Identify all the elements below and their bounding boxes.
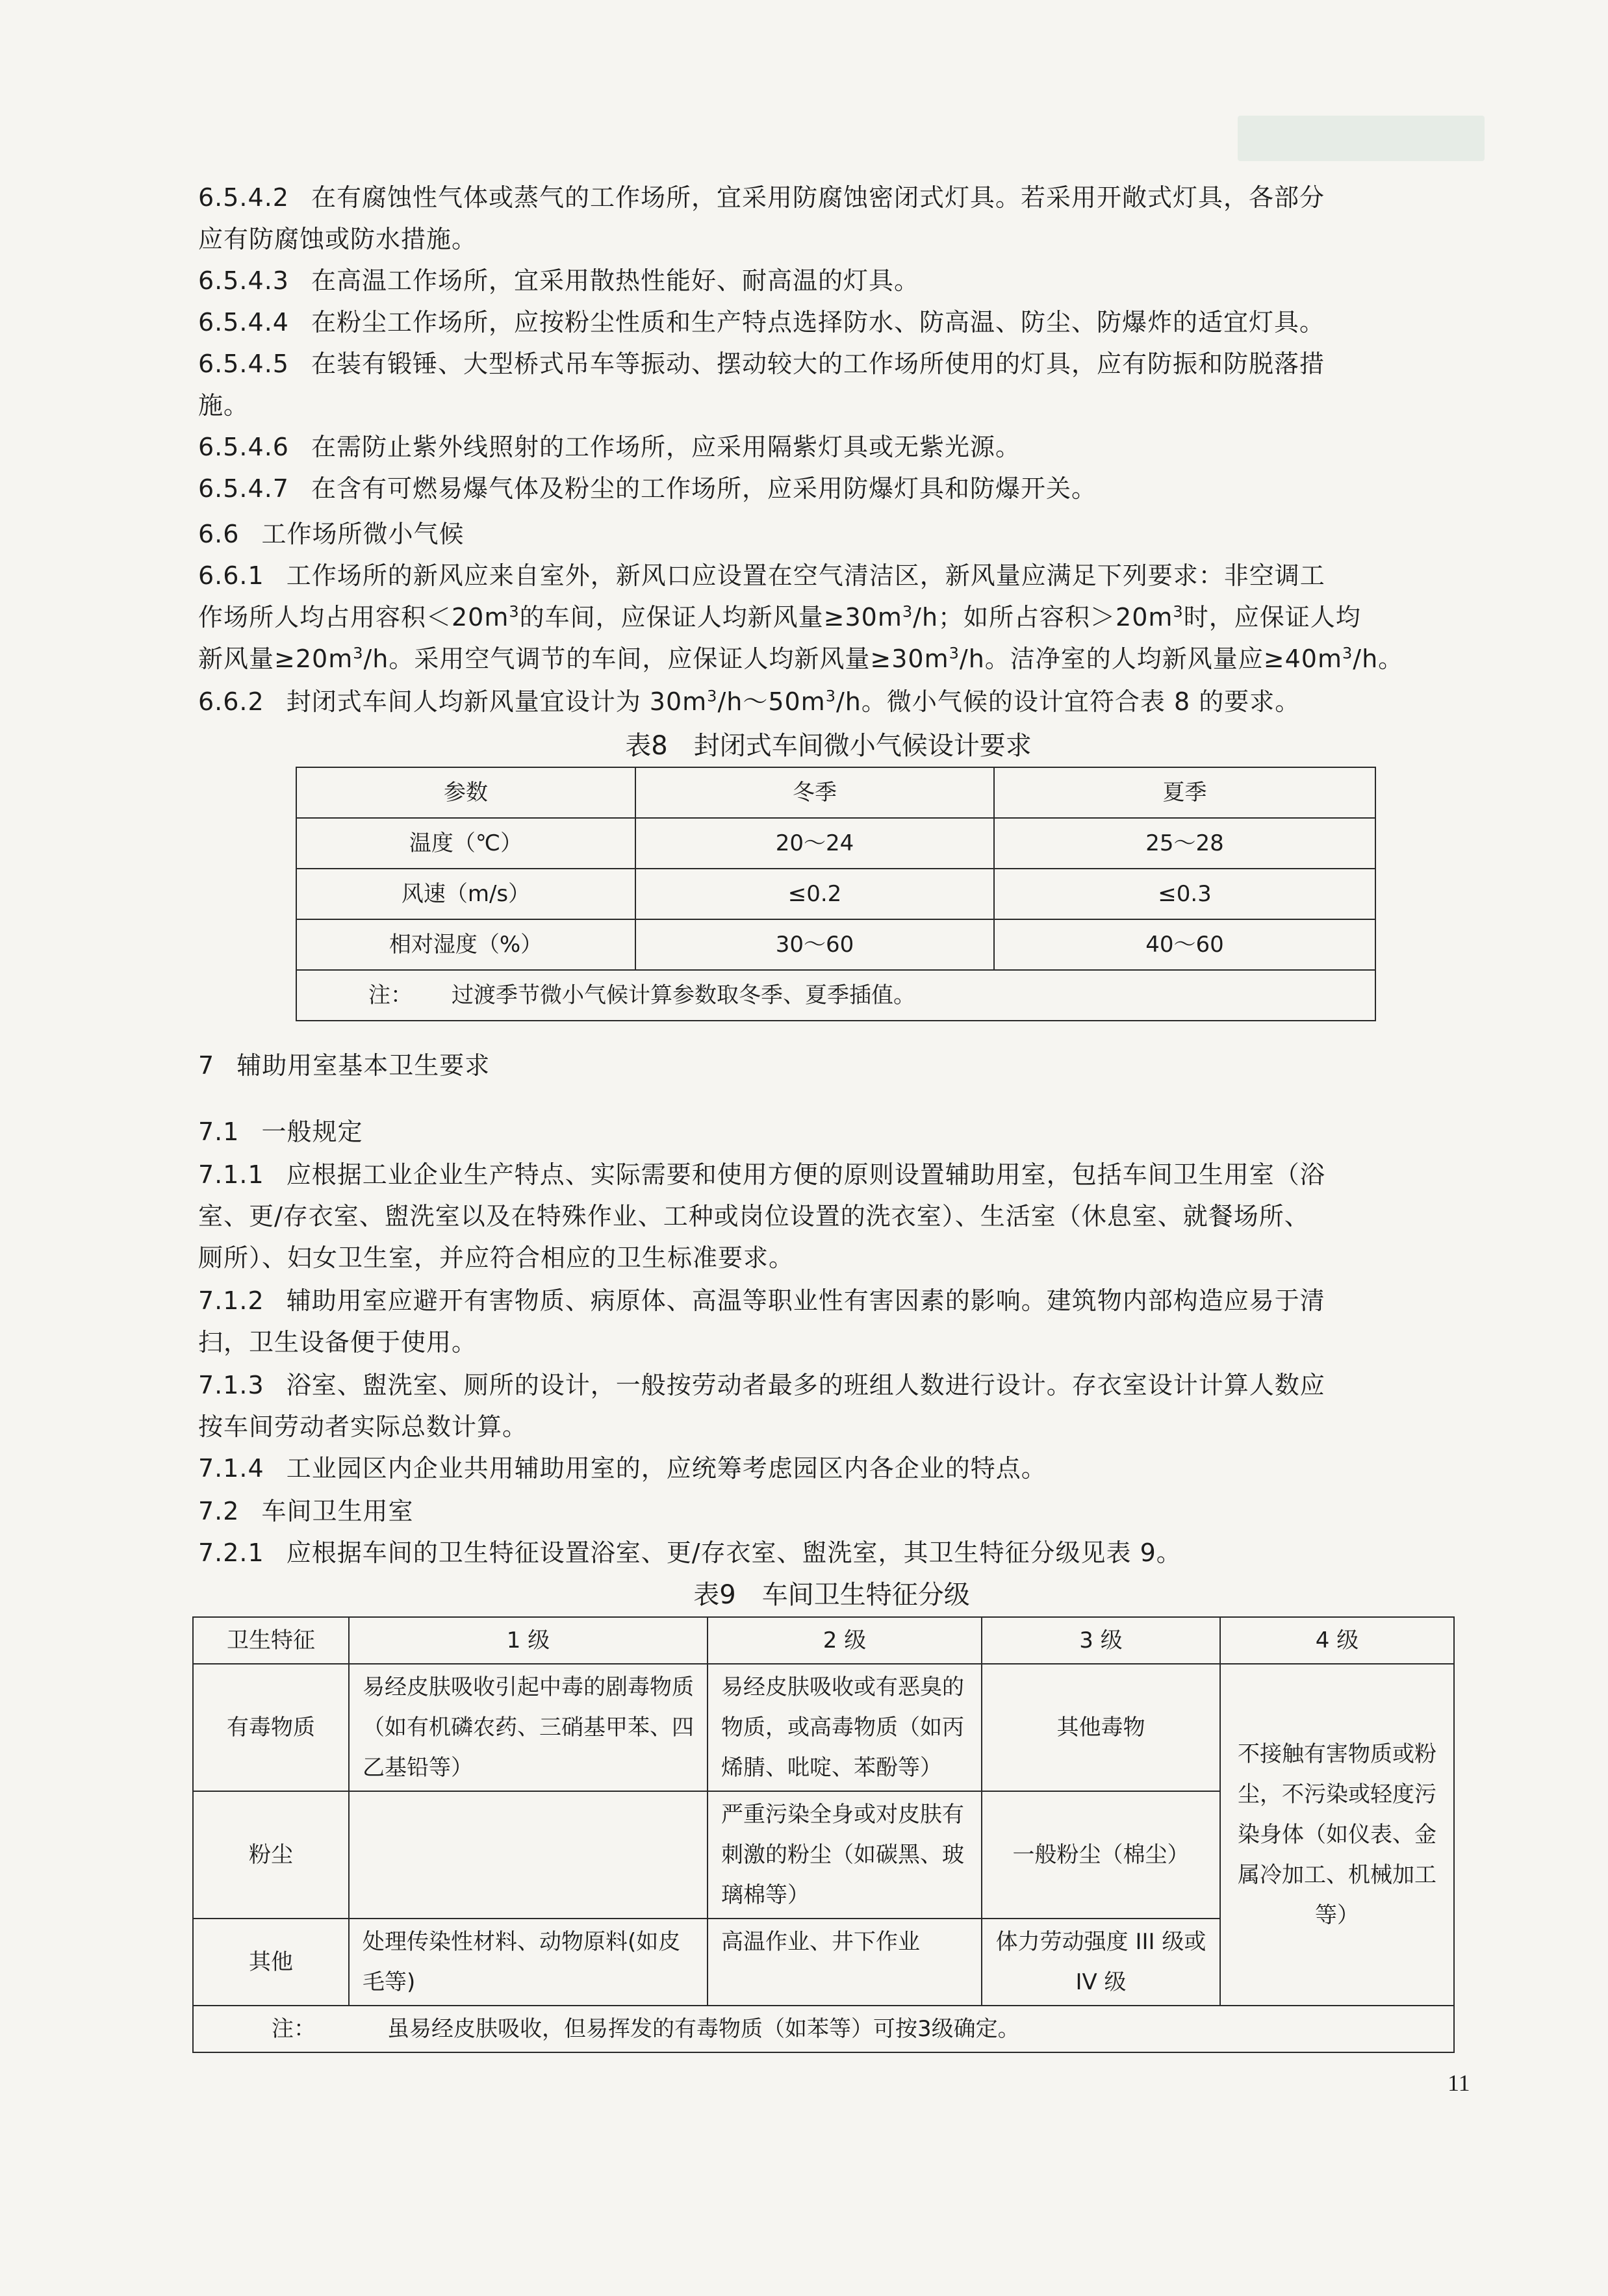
table-9 xyxy=(192,1616,1455,2053)
table-cell: 严重污染全身或对皮肤有刺激的粉尘（如碳黑、玻璃棉等） xyxy=(708,1791,982,1919)
page-corner-tab xyxy=(1238,116,1485,161)
table-cell: 40～60 xyxy=(994,919,1375,970)
clause-text: 工作场所的新风应来自室外，新风口应设置在空气清洁区，新风量应满足下列要求：非空调工 xyxy=(286,561,1325,590)
para-7-1-4 xyxy=(198,1448,1472,1489)
clause-text: 在高温工作场所，宜采用散热性能好、耐高温的灯具。 xyxy=(311,266,919,295)
clause-number: 7.1.2 xyxy=(198,1286,264,1315)
table-note-row xyxy=(296,970,1375,1021)
heading-7 xyxy=(198,1045,1472,1086)
text-run: 封闭式车间人均新风量宜设计为 30m xyxy=(286,687,708,716)
section-title: 辅助用室基本卫生要求 xyxy=(236,1051,491,1080)
para-6-5-4-4 xyxy=(198,301,1472,343)
header-cell: 1 级 xyxy=(349,1617,708,1664)
row-label: 有毒物质 xyxy=(193,1664,349,1791)
note-text: 虽易经皮肤吸收，但易挥发的有毒物质（如苯等）可按3级确定。 xyxy=(387,2016,1020,2042)
table-cell: 易经皮肤吸收或有恶臭的物质，或高毒物质（如丙烯腈、吡啶、苯酚等） xyxy=(708,1664,982,1791)
clause-text-cont: 应有防腐蚀或防水措施。 xyxy=(198,225,478,253)
clause-number: 6.6.2 xyxy=(198,687,264,716)
table-cell-level4: 不接触有害物质或粉尘，不污染或轻度污染身体（如仪表、金属冷加工、机械加工等） xyxy=(1220,1664,1454,2006)
table9-caption: 表9 车间卫生特征分级 xyxy=(693,1580,970,1610)
superscript: 3 xyxy=(825,687,836,706)
text-run: /h。洁净室的人均新风量应≥40m xyxy=(959,644,1342,673)
table-header-row xyxy=(193,1617,1454,1664)
header-cell: 参数 xyxy=(296,767,635,818)
table-row xyxy=(296,869,1375,919)
table-row xyxy=(193,1664,1454,1791)
table-cell: 其他毒物 xyxy=(982,1664,1220,1791)
text-run: 时，应保证人均 xyxy=(1183,603,1361,631)
clause-number: 6.5.4.6 xyxy=(198,433,289,461)
para-6-5-4-2 xyxy=(198,177,1472,260)
table8-caption: 表8 封闭式车间微小气候设计要求 xyxy=(625,731,1032,761)
section-number: 6.6 xyxy=(198,520,240,548)
heading-7-2 xyxy=(198,1490,1472,1532)
row-label: 其他 xyxy=(193,1919,349,2006)
table-cell: 30～60 xyxy=(635,919,994,970)
para-6-5-4-7 xyxy=(198,468,1472,509)
text-run: 应根据车间的卫生特征设置浴室、更/存衣室、盥洗室，其卫生特征分级见表 9。 xyxy=(286,1538,1182,1567)
text-run: 按车间劳动者实际总数计算。 xyxy=(198,1412,528,1441)
clause-number: 6.5.4.5 xyxy=(198,350,289,378)
row-label: 温度（℃） xyxy=(296,818,635,869)
header-cell: 4 级 xyxy=(1220,1617,1454,1664)
clause-number: 6.5.4.3 xyxy=(198,266,289,295)
header-cell: 卫生特征 xyxy=(193,1617,349,1664)
clause-number: 6.6.1 xyxy=(198,561,264,590)
superscript: 3 xyxy=(1342,644,1353,663)
section-number: 7.1 xyxy=(198,1117,240,1146)
text-run: 扫，卫生设备便于使用。 xyxy=(198,1328,478,1357)
table-note xyxy=(296,970,1375,1021)
clause-number: 7.1.3 xyxy=(198,1371,264,1399)
heading-6-6 xyxy=(198,513,1472,555)
text-run: /h～50m xyxy=(717,687,826,716)
text-run: 浴室、盥洗室、厕所的设计，一般按劳动者最多的班组人数进行设计。存衣室设计计算人数应 xyxy=(286,1371,1325,1399)
para-6-5-4-3 xyxy=(198,260,1472,301)
text-run: /h。采用空气调节的车间，应保证人均新风量≥30m xyxy=(363,644,949,673)
header-cell: 2 级 xyxy=(708,1617,982,1664)
superscript: 3 xyxy=(509,602,520,621)
table-cell: ≤0.2 xyxy=(635,869,994,919)
table-cell: 一般粉尘（棉尘） xyxy=(982,1791,1220,1919)
table-cell: 25～28 xyxy=(994,818,1375,869)
table-row xyxy=(296,919,1375,970)
clause-number: 6.5.4.2 xyxy=(198,183,289,212)
note-label: 注： xyxy=(272,2016,316,2042)
table-cell: 易经皮肤吸收引起中毒的剧毒物质（如有机磷农药、三硝基甲苯、四乙基铅等） xyxy=(349,1664,708,1791)
text-run: 辅助用室应避开有害物质、病原体、高温等职业性有害因素的影响。建筑物内部构造应易于清 xyxy=(286,1286,1325,1315)
table-cell: 高温作业、井下作业 xyxy=(708,1919,982,2006)
text-run: /h。 xyxy=(1353,644,1404,673)
clause-number: 6.5.4.7 xyxy=(198,474,289,503)
heading-7-1 xyxy=(198,1111,1472,1153)
text-run: 新风量≥20m xyxy=(198,644,353,673)
note-text: 过渡季节微小气候计算参数取冬季、夏季插值。 xyxy=(452,982,915,1008)
text-run: 作场所人均占用容积＜20m xyxy=(198,603,509,631)
table-cell: 处理传染性材料、动物原料(如皮毛等) xyxy=(349,1919,708,2006)
section-title: 工作场所微小气候 xyxy=(261,520,465,548)
row-label: 相对湿度（%） xyxy=(296,919,635,970)
superscript: 3 xyxy=(949,644,960,663)
table-8 xyxy=(296,767,1376,1021)
superscript: 3 xyxy=(707,687,718,706)
table-cell: 20～24 xyxy=(635,818,994,869)
clause-text-cont: 施。 xyxy=(198,391,249,420)
text-run: 厕所）、妇女卫生室，并应符合相应的卫生标准要求。 xyxy=(198,1244,795,1272)
superscript: 3 xyxy=(353,644,364,663)
superscript: 3 xyxy=(902,602,913,621)
table-cell xyxy=(349,1791,708,1919)
text-run: 应根据工业企业生产特点、实际需要和使用方便的原则设置辅助用室，包括车间卫生用室（浴 xyxy=(286,1160,1325,1189)
para-6-6-1 xyxy=(198,555,1472,680)
para-6-5-4-6 xyxy=(198,426,1472,468)
clause-number: 6.5.4.4 xyxy=(198,308,289,337)
table-cell: 体力劳动强度 III 级或 IV 级 xyxy=(982,1919,1220,2006)
section-title: 一般规定 xyxy=(261,1117,363,1146)
table-row xyxy=(296,818,1375,869)
text-run: 工业园区内企业共用辅助用室的，应统筹考虑园区内各企业的特点。 xyxy=(286,1454,1047,1483)
page-number: 11 xyxy=(1448,2070,1470,2096)
para-7-1-3 xyxy=(198,1364,1472,1448)
header-cell: 3 级 xyxy=(982,1617,1220,1664)
text-run: /h。微小气候的设计宜符合表 8 的要求。 xyxy=(836,687,1301,716)
para-7-1-2 xyxy=(198,1280,1472,1363)
text-run: /h；如所占容积＞20m xyxy=(913,603,1173,631)
header-cell: 冬季 xyxy=(635,767,994,818)
clause-number: 7.2.1 xyxy=(198,1538,264,1567)
row-label: 粉尘 xyxy=(193,1791,349,1919)
para-6-5-4-5 xyxy=(198,343,1472,426)
clause-text: 在装有锻锤、大型桥式吊车等振动、摆动较大的工作场所使用的灯具，应有防振和防脱落措 xyxy=(311,350,1325,378)
clause-text: 在需防止紫外线照射的工作场所，应采用隔紫灯具或无紫光源。 xyxy=(311,433,1021,461)
row-label: 风速（m/s） xyxy=(296,869,635,919)
header-cell: 夏季 xyxy=(994,767,1375,818)
para-7-1-1 xyxy=(198,1154,1472,1279)
superscript: 3 xyxy=(1173,602,1184,621)
para-7-2-1 xyxy=(198,1532,1472,1574)
note-label: 注： xyxy=(368,982,413,1008)
clause-text: 在含有可燃易爆气体及粉尘的工作场所，应采用防爆灯具和防爆开关。 xyxy=(311,474,1097,503)
clause-number: 7.1.1 xyxy=(198,1160,264,1189)
section-number: 7 xyxy=(198,1051,215,1080)
table-note xyxy=(193,2006,1454,2052)
table-note-row xyxy=(193,2006,1454,2052)
text-run: 的车间，应保证人均新风量≥30m xyxy=(519,603,902,631)
table-cell: ≤0.3 xyxy=(994,869,1375,919)
clause-text: 在有腐蚀性气体或蒸气的工作场所，宜采用防腐蚀密闭式灯具。若采用开敞式灯具，各部分 xyxy=(311,183,1325,212)
table-header-row xyxy=(296,767,1375,818)
section-title: 车间卫生用室 xyxy=(261,1497,414,1525)
clause-text: 在粉尘工作场所，应按粉尘性质和生产特点选择防水、防高温、防尘、防爆炸的适宜灯具。 xyxy=(311,308,1325,337)
section-number: 7.2 xyxy=(198,1497,240,1525)
text-run: 室、更/存衣室、盥洗室以及在特殊作业、工种或岗位设置的洗衣室）、生活室（休息室、就餐场所、 xyxy=(198,1202,1310,1231)
para-6-6-2 xyxy=(198,681,1472,722)
clause-number: 7.1.4 xyxy=(198,1454,264,1483)
